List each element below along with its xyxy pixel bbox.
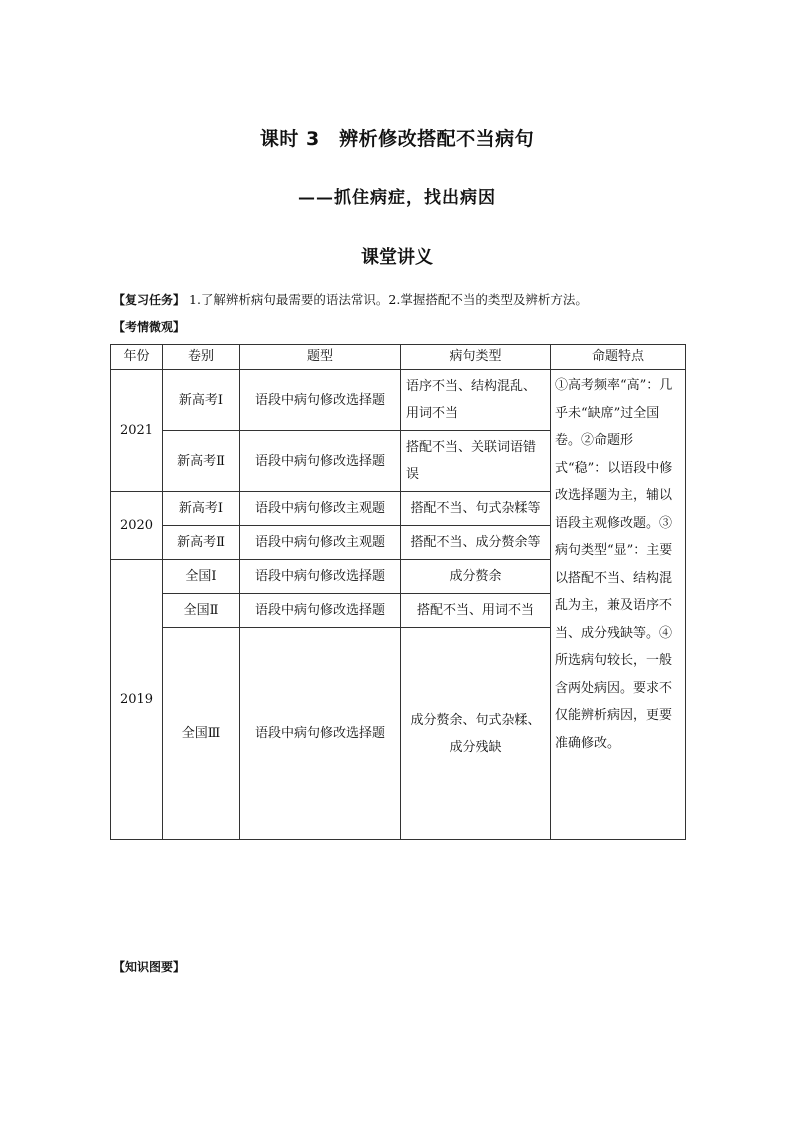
- error-cell: 成分赘余、句式杂糅、成分残缺: [401, 628, 551, 840]
- review-task: [113, 290, 588, 308]
- knowledge-label: 【知识图要】: [113, 960, 186, 974]
- error-cell: 搭配不当、成分赘余等: [401, 526, 551, 560]
- paper-cell: 全国Ⅲ: [163, 628, 240, 840]
- error-cell: 搭配不当、关联词语错误: [401, 431, 551, 492]
- year-cell: 2020: [111, 492, 163, 560]
- error-cell: 搭配不当、用词不当: [401, 594, 551, 628]
- error-cell: 语序不当、结构混乱、用词不当: [401, 370, 551, 431]
- paper-cell: 新高考Ⅱ: [163, 431, 240, 492]
- section-heading: 课堂讲义: [361, 247, 433, 268]
- table-header: 年份: [111, 345, 163, 370]
- table-header: 病句类型: [401, 345, 551, 370]
- page-subtitle: ——抓住病症，找出病因: [298, 188, 496, 208]
- exam-label: 【考情微观】: [113, 320, 186, 334]
- features-cell: ①高考频率“高”：几乎未“缺席”过全国卷。②命题形式“稳”：以语段中修改选择题为主，辅以语段主观修改题。③病句类型“显”：主要以搭配不当、结构混乱为主，兼及语序不当、成分残缺等。④所选病句较长，一般含两处病因。要求不仅能辨析病因，更要准确修改。: [551, 370, 686, 840]
- error-cell: 成分赘余: [401, 560, 551, 594]
- table-row: [111, 370, 686, 431]
- type-cell: 语段中病句修改主观题: [240, 526, 401, 560]
- paper-cell: 全国Ⅰ: [163, 560, 240, 594]
- type-cell: 语段中病句修改选择题: [240, 628, 401, 840]
- type-cell: 语段中病句修改主观题: [240, 492, 401, 526]
- type-cell: 语段中病句修改选择题: [240, 594, 401, 628]
- table-header: 命题特点: [551, 345, 686, 370]
- review-task-text: 1.了解辨析病句最需要的语法常识。2.掌握搭配不当的类型及辨析方法。: [189, 292, 588, 307]
- error-cell: 搭配不当、句式杂糅等: [401, 492, 551, 526]
- paper-cell: 新高考Ⅰ: [163, 370, 240, 431]
- type-cell: 语段中病句修改选择题: [240, 560, 401, 594]
- exam-table: [110, 344, 686, 840]
- page-title: 课时 3 辨析修改搭配不当病句: [259, 128, 535, 150]
- year-cell: 2019: [111, 560, 163, 840]
- review-task-label: 【复习任务】: [113, 293, 186, 307]
- table-header-row: [111, 345, 686, 370]
- paper-cell: 新高考Ⅰ: [163, 492, 240, 526]
- type-cell: 语段中病句修改选择题: [240, 370, 401, 431]
- year-cell: 2021: [111, 370, 163, 492]
- table-header: 题型: [240, 345, 401, 370]
- type-cell: 语段中病句修改选择题: [240, 431, 401, 492]
- table-header: 卷别: [163, 345, 240, 370]
- paper-cell: 全国Ⅱ: [163, 594, 240, 628]
- paper-cell: 新高考Ⅱ: [163, 526, 240, 560]
